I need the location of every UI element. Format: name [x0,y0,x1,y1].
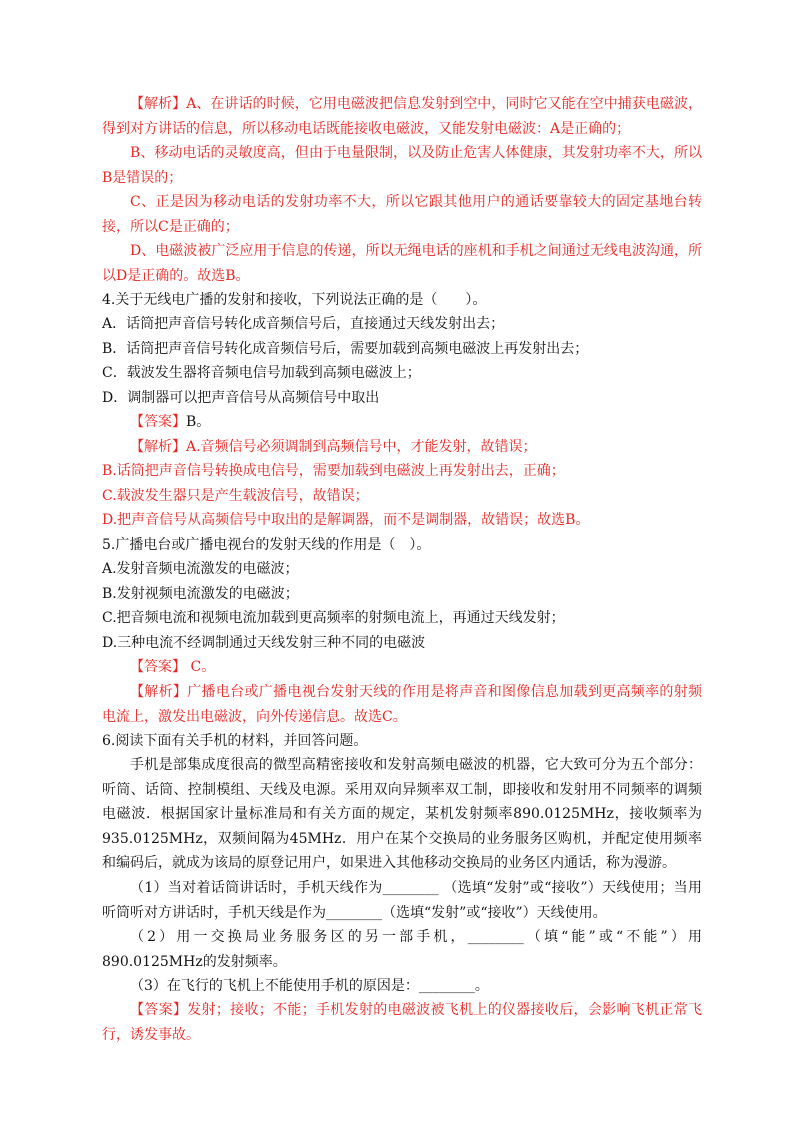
q4-option-b: B．话筒把声音信号转化成音频信号后，需要加载到高频电磁波上再发射出去； [102,341,589,357]
q5-answer: 【答案】 C。 [130,659,216,675]
q4-analysis-b: B.话筒把声音信号转换成电信号，需要加载到电磁波上再发射出去，正确； [102,463,565,479]
q5-analysis: 【解析】广播电台或广播电视台发射天线的作用是将声音和图像信息加载到更高频率的射频电流上，激发出电磁波，向外传递信息。故选C。 [102,684,703,725]
q6-stem: 6.阅读下面有关手机的材料，并回答问题。 [102,733,368,749]
q5-option-b: B.发射视频电流激发的电磁波； [102,586,299,602]
q5-option-c: C.把音频电流和视频电流加载到更高频率的射频电流上，再通过天线发射； [102,610,565,626]
q5-stem: 5.广播电台或广播电视台的发射天线的作用是（ ）。 [102,537,431,553]
q4-analysis-d: D.把声音信号从高频信号中取出的是解调器，而不是调制器，故错误；故选B。 [102,512,590,528]
q4-option-a: A．话筒把声音信号转化成音频信号后，直接通过天线发射出去； [102,316,505,332]
q3-analysis-c: C、正是因为移动电话的发射功率不大，所以它跟其他用户的通话要靠较大的固定基地台转接，所以C是正确的； [102,194,702,235]
q4-analysis-c: C.载波发生器只是产生载波信号，故错误； [102,488,369,504]
q3-analysis-a: 【解析】A、在讲话的时候，它用电磁波把信息发射到空中，同时它又能在空中捕获电磁波，得到对方讲话的信息，所以移动电话既能接收电磁波，又能发射电磁波：A是正确的； [102,96,703,137]
q4-option-c: C．载波发生器将音频电信号加载到高频电磁波上； [102,365,421,381]
analysis-label: 【解析】 [130,684,188,700]
analysis-label: 【解析】 [130,439,186,455]
answer-label: 【答案】 [130,414,186,430]
q6-passage: 手机是部集成度很高的微型高精密接收和发射高频电磁波的机器，它大致可分为五个部分：听筒、话筒、控制模组、天线及电源。采用双向异频率双工制，即接收和发射用不同频率的调频电磁波．根据国家计量标准局和有关方面的规定，某机发射频率890.0125MHz，接收频率为935.0125MHz，双频间隔为45MHz．用户在某个交换局的业务服务区购机，并配定使用频率和编码后，就成为该局的原登记用户，如果进入其他移动交换局的业务区内通话，称为漫游。 [102,757,702,871]
answer-label: 【答案】 [130,659,186,675]
q3-analysis-d: D、电磁波被广泛应用于信息的传递，所以无绳电话的座机和手机之间通过无线电波沟通，所以D是正确的。故选B。 [102,243,702,284]
q4-option-d: D．调制器可以把声音信号从高频信号中取出 [102,390,380,406]
q4-stem: 4.关于无线电广播的发射和接收，下列说法正确的是（ ）。 [102,292,487,308]
q6-answer: 【答案】发射；接收；不能；手机发射的电磁波被飞机上的仪器接收后，会影响飞机正常飞行，诱发事故。 [102,1002,703,1043]
q4-answer: 【答案】B。 [130,414,211,430]
q6-subquestion-3: （3）在飞行的飞机上不能使用手机的原因是：________。 [130,978,489,994]
q6-subquestion-1: （1）当对着话筒讲话时，手机天线作为________ （选填“发射”或“接收”）天线使用；当用听筒听对方讲话时，手机天线是作为________（选填“发射”或“接收”）天线使用。 [102,880,702,921]
q6-subquestion-2: （2）用一交换局业务服务区的另一部手机，________（填“能”或“不能”）用890.0125MHz的发射频率。 [102,929,702,970]
q5-option-a: A.发射音频电流激发的电磁波； [102,561,299,577]
q3-analysis-b: B、移动电话的灵敏度高，但由于电量限制，以及防止危害人体健康，其发射功率不大，所以B是错误的； [102,145,702,186]
analysis-label: 【解析】 [130,96,187,112]
q5-option-d: D.三种电流不经调制通过天线发射三种不同的电磁波 [102,635,426,651]
q4-analysis-a: 【解析】A.音频信号必须调制到高频信号中，才能发射，故错误； [130,439,537,455]
answer-label: 【答案】 [130,1002,188,1018]
